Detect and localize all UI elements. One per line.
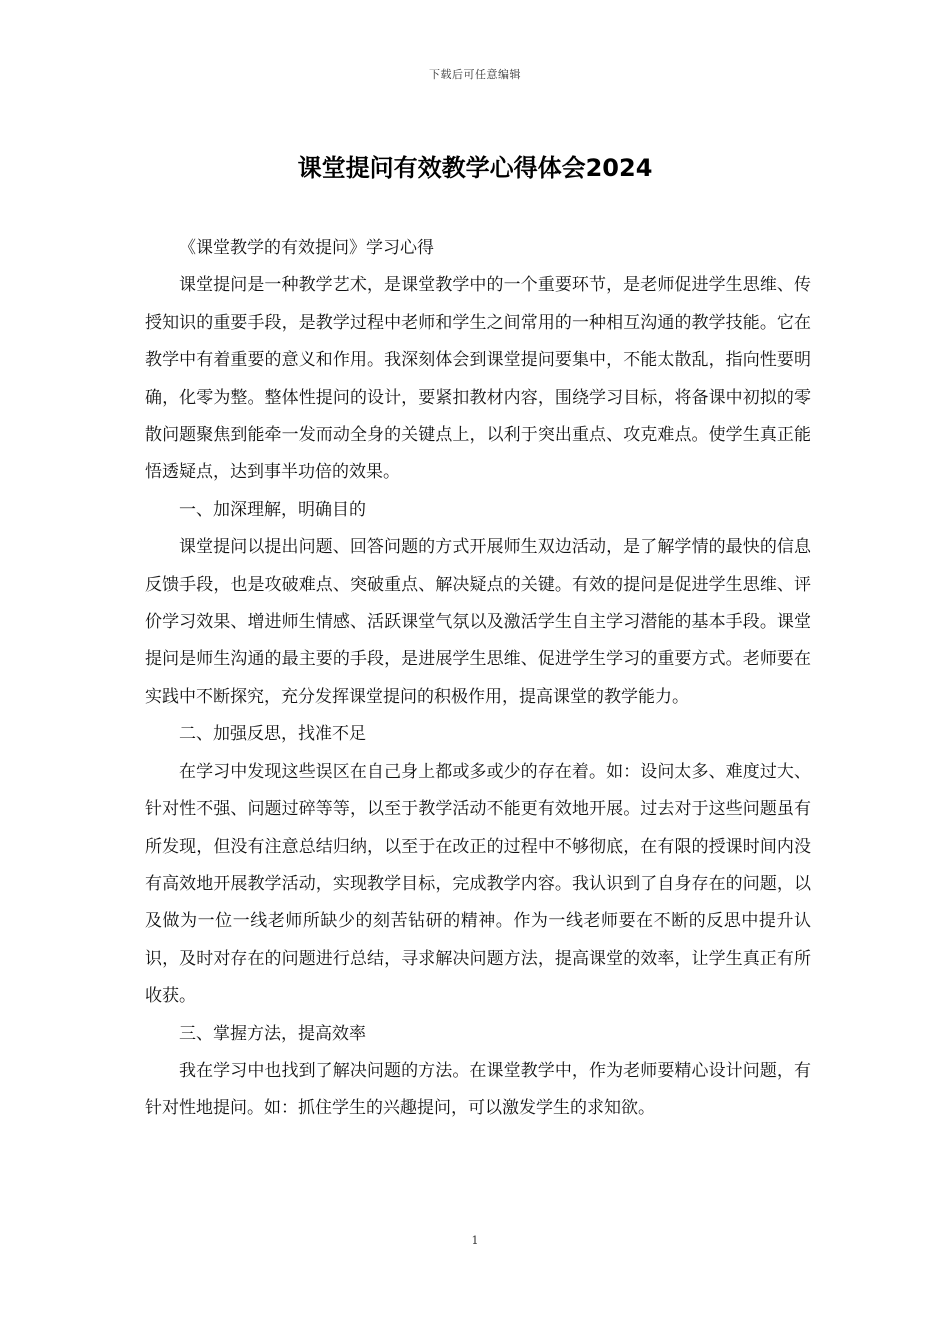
- body-paragraph: 课堂提问以提出问题、回答问题的方式开展师生双边活动，是了解学情的最快的信息反馈手段，也是攻破难点、突破重点、解决疑点的关键。有效的提问是促进学生思维、评价学习效果、增进师生情感、活跃课堂气氛以及激活学生自主学习潜能的基本手段。课堂提问是师生沟通的最主要的手段，是进展学生思维、促进学生学习的重要方式。老师要在实践中不断探究，充分发挥课堂提问的积极作用，提高课堂的教学能力。: [145, 537, 811, 707]
- document-title: 课堂提问有效教学心得体会2024: [297, 154, 653, 182]
- section-heading: 一、加深理解，明确目的: [179, 499, 366, 520]
- body-paragraph: 我在学习中也找到了解决问题的方法。在课堂教学中，作为老师要精心设计问题，有针对性地提问。如：抓住学生的兴趣提问，可以激发学生的求知欲。: [145, 1060, 811, 1119]
- page-header: 下载后可任意编辑: [429, 68, 521, 81]
- document-body: [145, 230, 811, 1128]
- page-number: 1: [471, 1234, 479, 1247]
- body-paragraph: 课堂提问是一种教学艺术，是课堂教学中的一个重要环节，是老师促进学生思维、传授知识的重要手段，是教学过程中老师和学生之间常用的一种相互沟通的教学技能。它在教学中有着重要的意义和作用。我深刻体会到课堂提问要集中，不能太散乱，指向性要明确，化零为整。整体性提问的设计，要紧扣教材内容，围绕学习目标，将备课中初拟的零散问题聚焦到能牵一发而动全身的关键点上，以利于突出重点、攻克难点。使学生真正能悟透疑点，达到事半功倍的效果。: [145, 275, 811, 483]
- section-heading: 二、加强反思，找准不足: [179, 724, 366, 745]
- body-paragraph: 在学习中发现这些误区在自己身上都或多或少的存在着。如：设问太多、难度过大、针对性不强、问题过碎等等，以至于教学活动不能更有效地开展。过去对于这些问题虽有所发现，但没有注意总结归纳，以至于在改正的过程中不够彻底，在有限的授课时间内没有高效地开展教学活动，实现教学目标，完成教学内容。我认识到了自身存在的问题，以及做为一位一线老师所缺少的刻苦钻研的精神。作为一线老师要在不断的反思中提升认识，及时对存在的问题进行总结，寻求解决问题方法，提高课堂的效率，让学生真正有所收获。: [145, 761, 811, 1007]
- section-heading: 三、掌握方法，提高效率: [179, 1023, 366, 1044]
- subtitle-paragraph: 《课堂教学的有效提问》学习心得: [179, 238, 434, 258]
